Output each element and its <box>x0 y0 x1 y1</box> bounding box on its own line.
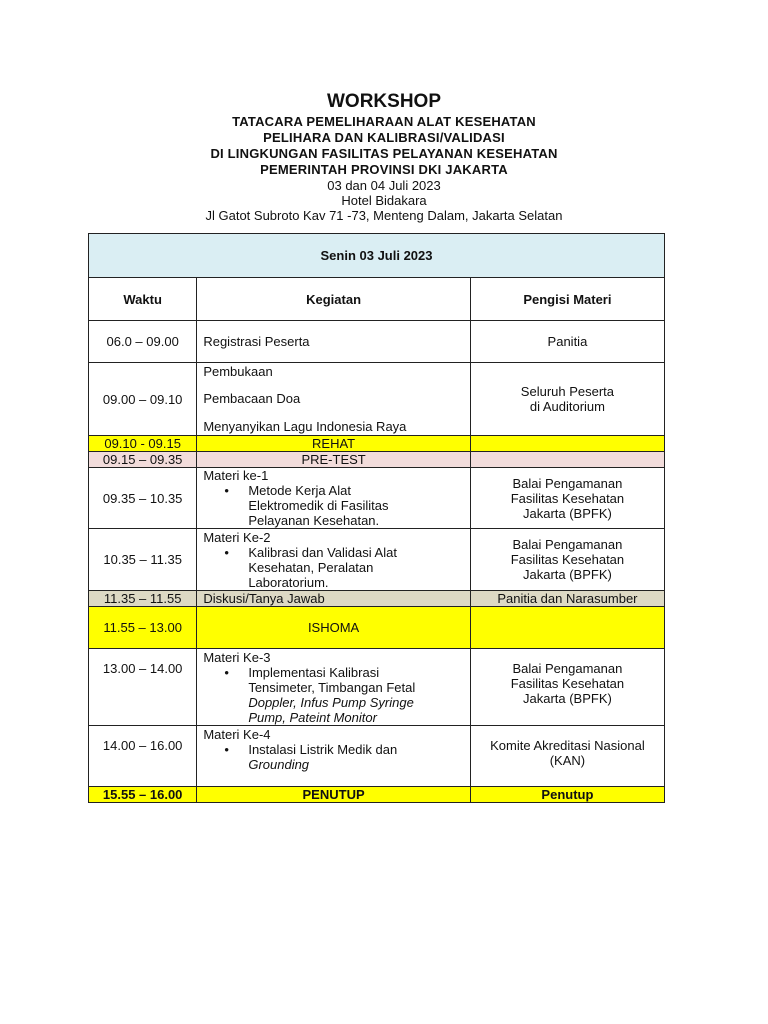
table-row <box>89 452 665 468</box>
speaker-line: Jakarta (BPFK) <box>522 567 612 582</box>
table-row <box>89 607 665 649</box>
materi-heading: Materi Ke-4 <box>203 727 271 742</box>
speaker-line: Fasilitas Kesehatan <box>510 490 625 506</box>
time-cell: 09.35 – 10.35 <box>89 468 197 529</box>
speaker-line: Jakarta (BPFK) <box>522 691 612 706</box>
speaker-line: Seluruh Peserta <box>520 384 615 399</box>
speaker-line: Fasilitas Kesehatan <box>510 552 625 567</box>
list-item: Kesehatan, Peralatan <box>248 559 374 575</box>
activity-line: Pembukaan <box>203 364 273 379</box>
table-row <box>89 321 665 363</box>
bullet-list <box>203 665 464 725</box>
list-item: Laboratorium. <box>248 574 329 590</box>
activity-cell: PRE-TEST <box>197 452 471 468</box>
header-row <box>89 278 665 321</box>
speaker-cell <box>470 436 664 452</box>
bullet-icon: • <box>224 742 229 757</box>
activity-line: Menyanyikan Lagu Indonesia Raya <box>203 419 407 434</box>
speaker-line: (KAN) <box>549 753 586 768</box>
time-cell: 10.35 – 11.35 <box>89 529 197 591</box>
speaker-cell: Panitia dan Narasumber <box>470 591 664 607</box>
speaker-cell: Penutup <box>470 787 664 803</box>
bullet-list <box>203 483 464 528</box>
materi-heading: Materi Ke-2 <box>203 529 271 545</box>
activity-cell: Registrasi Peserta <box>197 321 471 363</box>
subtitle-line-3: DI LINGKUNGAN FASILITAS PELAYANAN KESEHATAN <box>210 146 558 161</box>
table-row <box>89 649 665 726</box>
activity-cell <box>197 529 471 591</box>
speaker-cell <box>470 452 664 468</box>
activity-line: Pembacaan Doa <box>203 391 301 406</box>
speaker-line: Balai Pengamanan <box>512 537 623 552</box>
list-item: Pelayanan Kesehatan. <box>248 513 380 528</box>
activity-cell <box>197 649 471 726</box>
time-cell: 11.55 – 13.00 <box>89 607 197 649</box>
activity-cell: Diskusi/Tanya Jawab <box>197 591 471 607</box>
speaker-line: Balai Pengamanan <box>512 661 623 676</box>
time-cell: 06.0 – 09.00 <box>89 321 197 363</box>
event-date: 03 dan 04 Juli 2023 <box>327 178 441 193</box>
speaker-cell <box>470 468 664 529</box>
bullet-icon: • <box>224 483 229 498</box>
table-row <box>89 529 665 591</box>
list-item: Pump, Pateint Monitor <box>248 709 377 725</box>
activity-cell <box>197 468 471 529</box>
bullet-list <box>203 742 464 772</box>
speaker-cell: Panitia <box>470 321 664 363</box>
list-item: Doppler, Infus Pump Syringe <box>248 694 414 710</box>
table-row <box>89 436 665 452</box>
time-cell: 15.55 – 16.00 <box>89 787 197 803</box>
event-address: Jl Gatot Subroto Kav 71 -73, Menteng Dalam, Jakarta Selatan <box>205 208 563 223</box>
bullet-list <box>203 545 464 590</box>
activity-cell <box>197 363 471 436</box>
time-cell: 09.15 – 09.35 <box>89 452 197 468</box>
bullet-icon: • <box>224 544 229 560</box>
activity-cell: ISHOMA <box>197 607 471 649</box>
column-header-time: Waktu <box>89 278 197 321</box>
subtitle-line-2: PELIHARA DAN KALIBRASI/VALIDASI <box>263 130 505 145</box>
table-row <box>89 591 665 607</box>
speaker-line: di Auditorium <box>529 399 605 414</box>
table-row <box>89 787 665 803</box>
subtitle-line-1: TATACARA PEMELIHARAAN ALAT KESEHATAN <box>232 114 536 129</box>
time-cell: 09.00 – 09.10 <box>89 363 197 436</box>
speaker-line: Fasilitas Kesehatan <box>510 676 625 691</box>
table-row <box>89 726 665 787</box>
time-cell: 13.00 – 14.00 <box>89 649 197 726</box>
speaker-line: Komite Akreditasi Nasional <box>490 738 645 753</box>
subtitle-line-4: PEMERINTAH PROVINSI DKI JAKARTA <box>260 162 508 177</box>
time-cell: 11.35 – 11.55 <box>89 591 197 607</box>
speaker-cell <box>470 363 664 436</box>
activity-cell <box>197 726 471 787</box>
list-item: Tensimeter, Timbangan Fetal <box>248 679 416 695</box>
materi-heading: Materi Ke-3 <box>203 649 271 665</box>
list-item: Elektromedik di Fasilitas <box>248 498 389 513</box>
list-item: Grounding <box>248 757 310 772</box>
speaker-cell <box>470 529 664 591</box>
document-title: WORKSHOP <box>327 91 441 112</box>
time-cell: 09.10 - 09.15 <box>89 436 197 452</box>
table-row <box>89 468 665 529</box>
speaker-cell <box>470 649 664 726</box>
speaker-cell <box>470 726 664 787</box>
column-header-speaker: Pengisi Materi <box>470 278 664 321</box>
day-row <box>89 234 665 278</box>
list-item: • Implementasi Kalibrasi <box>224 664 380 680</box>
activity-cell: PENUTUP <box>197 787 471 803</box>
time-cell: 14.00 – 16.00 <box>89 726 197 787</box>
table-row <box>89 363 665 436</box>
speaker-cell <box>470 607 664 649</box>
document-header <box>0 90 768 223</box>
event-venue: Hotel Bidakara <box>341 193 427 208</box>
activity-cell: REHAT <box>197 436 471 452</box>
list-item: • Metode Kerja Alat <box>224 483 351 498</box>
schedule-table <box>88 233 665 803</box>
column-header-activity: Kegiatan <box>197 278 471 321</box>
speaker-line: Balai Pengamanan <box>512 475 623 491</box>
bullet-icon: • <box>224 664 229 680</box>
list-item: • Kalibrasi dan Validasi Alat <box>224 544 397 560</box>
materi-heading: Materi ke-1 <box>203 468 269 483</box>
list-item: • Instalasi Listrik Medik dan <box>224 742 398 757</box>
day-label: Senin 03 Juli 2023 <box>89 234 665 278</box>
speaker-line: Jakarta (BPFK) <box>522 505 612 521</box>
